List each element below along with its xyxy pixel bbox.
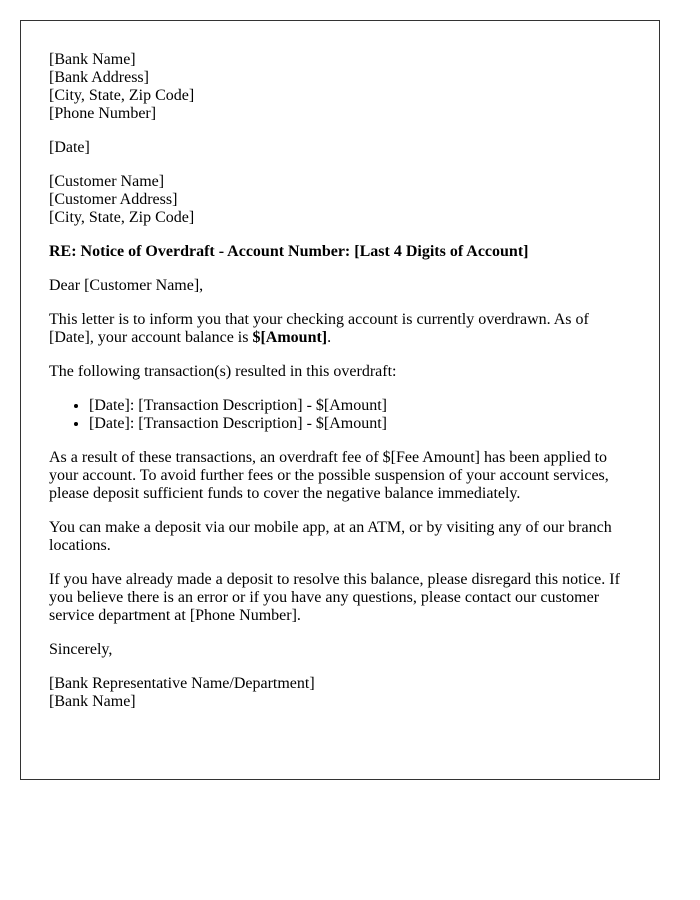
- customer-address: [Customer Address]: [49, 191, 178, 208]
- deposit-paragraph: You can make a deposit via our mobile app, at an ATM, or by visiting any of our branch locations.: [49, 519, 612, 554]
- letter-page: [20, 20, 660, 780]
- signature-representative: [Bank Representative Name/Department]: [49, 675, 315, 692]
- disregard-paragraph: If you have already made a deposit to resolve this balance, please disregard this notice. If you believe there is an error or if you have any questions, please contact our customer service department at [Phone Number].: [49, 571, 620, 624]
- bank-name: [Bank Name]: [49, 51, 136, 68]
- customer-address-block: [49, 173, 631, 227]
- transaction-list: [49, 397, 631, 433]
- salutation: Dear [Customer Name],: [49, 277, 204, 294]
- transactions-intro: The following transaction(s) resulted in this overdraft:: [49, 363, 397, 380]
- bank-address-block: [49, 51, 631, 123]
- balance-amount: $[Amount]: [252, 329, 328, 346]
- intro-paragraph: [49, 311, 631, 347]
- signature-bank-name: [Bank Name]: [49, 693, 136, 710]
- fee-paragraph: As a result of these transactions, an overdraft fee of $[Fee Amount] has been applied to your account. To avoid further fees or the possible suspension of your account services, please deposit sufficient funds to cover the negative balance immediately.: [49, 449, 609, 502]
- bank-address: [Bank Address]: [49, 69, 149, 86]
- closing: Sincerely,: [49, 641, 113, 658]
- customer-city-state-zip: [City, State, Zip Code]: [49, 209, 195, 226]
- bank-city-state-zip: [City, State, Zip Code]: [49, 87, 195, 104]
- letter-date: [Date]: [49, 139, 90, 156]
- signature-block: [49, 675, 631, 711]
- customer-name: [Customer Name]: [49, 173, 165, 190]
- transaction-item: • [Date]: [Transaction Description] - $[Amount]: [89, 397, 631, 415]
- subject-line: RE: Notice of Overdraft - Account Number: [Last 4 Digits of Account]: [49, 243, 529, 260]
- intro-period: .: [327, 329, 332, 346]
- transaction-item: • [Date]: [Transaction Description] - $[Amount]: [89, 415, 631, 433]
- bank-phone: [Phone Number]: [49, 105, 157, 122]
- intro-text: This letter is to inform you that your checking account is currently overdrawn. As of [Date], your account balance is: [49, 311, 589, 346]
